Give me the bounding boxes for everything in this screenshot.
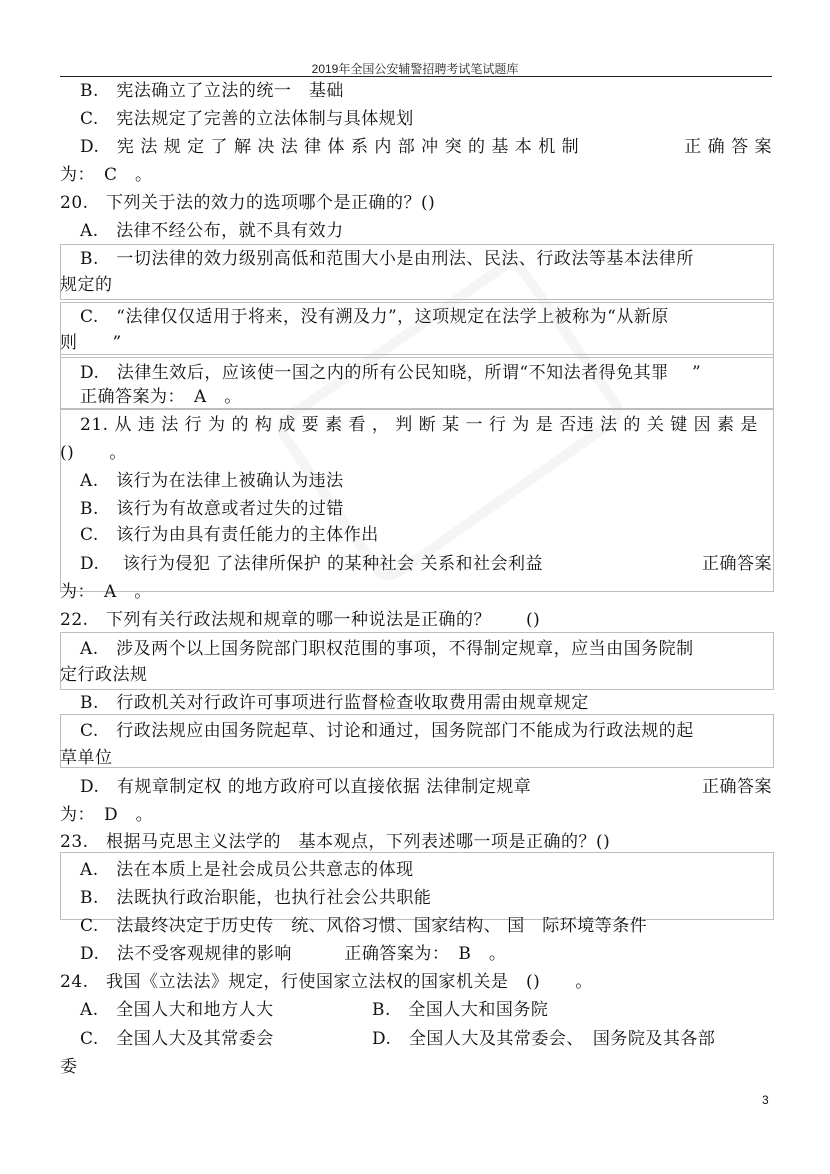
text-line: 草单位 [60, 748, 113, 768]
option-b: B. 全国人大和国务院 [372, 1000, 549, 1020]
text-line: 规定的 [60, 275, 113, 295]
text-line: C. 法最终决定于历史传 统、风俗习惯、国家结构、 国 际环境等条件 [80, 916, 648, 936]
answer-label: 正确答案 [702, 777, 772, 797]
option-a: A. 全国人大和地方人大 [80, 1000, 274, 1020]
header-divider [60, 76, 772, 77]
page-header: 2019年全国公安辅警招聘考试笔试题库 [311, 62, 519, 76]
answer-label: 正确答案 [702, 554, 772, 574]
option-text: D. 宪 法 规 定 了 解 决 法 律 体 系 内 部 冲 突 的 基 本 机 制 [80, 137, 580, 157]
answer-label: 正 确 答 案 [684, 137, 772, 157]
text-line [80, 774, 772, 800]
text-line: C. 该行为由具有责任能力的主体作出 [80, 525, 379, 545]
text-line: C. 宪法规定了完善的立法体制与具体规划 [80, 109, 414, 129]
option-d: D. 全国人大及其常委会、 国务院及其各部 [372, 1029, 716, 1049]
answer-line: 为： C 。 [60, 165, 153, 185]
text-line: B. 宪法确立了立法的统一 基础 [80, 81, 344, 101]
text-line: B. 行政机关对行政许可事项进行监督检查收取费用需由规章规定 [80, 693, 589, 713]
text-line: A. 法律不经公布，就不具有效力 [80, 221, 344, 241]
text-line: B. 法既执行政治职能，也执行社会公共职能 [80, 888, 432, 908]
answer-line: 为： A 。 [60, 582, 152, 602]
text-line [80, 1026, 792, 1052]
option-text: D. 该行为侵犯 了法律所保护 的某种社会 关系和社会利益 [80, 554, 544, 574]
answer-line: 为： D 。 [60, 805, 154, 825]
page-number: 3 [762, 1093, 769, 1107]
text-line: A. 法在本质上是社会成员公共意志的体现 [80, 860, 414, 880]
option-text: D. 有规章制定权 的地方政府可以直接依据 法律制定规章 [80, 777, 532, 797]
text-line: B. 一切法律的效力级别高低和范围大小是由刑法、民法、行政法等基本法律所 [80, 249, 694, 269]
text-line: C. 行政法规应由国务院起草、讨论和通过，国务院部门不能成为行政法规的起 [80, 721, 694, 741]
text-line: D. 法律生效后，应该使一国之内的所有公民知晓，所谓“不知法者得免其罪 ” [80, 363, 702, 383]
question-24: 24. 我国《立法法》规定，行使国家立法权的国家机关是 () 。 [60, 972, 593, 992]
text-line: () 。 [60, 443, 127, 463]
question-23: 23. 根据马克思主义法学的 基本观点，下列表述哪一项是正确的？() [60, 832, 611, 852]
text-line: A. 该行为在法律上被确认为违法 [80, 471, 344, 491]
text-line [80, 551, 772, 577]
question-20: 20. 下列关于法的效力的选项哪个是正确的？() [60, 193, 436, 213]
text-line: 定行政法规 [60, 665, 148, 685]
answer-line: 正确答案为： A 。 [80, 387, 242, 407]
question-22: 22. 下列有关行政法规和规章的哪一种说法是正确的？ () [60, 610, 541, 630]
question-21: 21. 从 违 法 行 为 的 构 成 要 素 看 ， 判 断 某 一 行 为 是 否违 法 的 关 键 因 素 是 [80, 415, 758, 435]
text-line [80, 134, 772, 160]
text-line: B. 该行为有故意或者过失的过错 [80, 499, 344, 519]
text-line [80, 997, 792, 1023]
text-line: 则 ” [60, 333, 122, 353]
text-line: A. 涉及两个以上国务院部门职权范围的事项，不得制定规章，应当由国务院制 [80, 639, 694, 659]
option-c: C. 全国人大及其常委会 [80, 1029, 274, 1049]
text-line: D. 法不受客观规律的影响 正确答案为： B 。 [80, 944, 507, 964]
text-line: 委 [60, 1057, 78, 1077]
text-line: C. “法律仅仅适用于将来，没有溯及力”，这项规定在法学上被称为“从新原 [80, 307, 669, 327]
